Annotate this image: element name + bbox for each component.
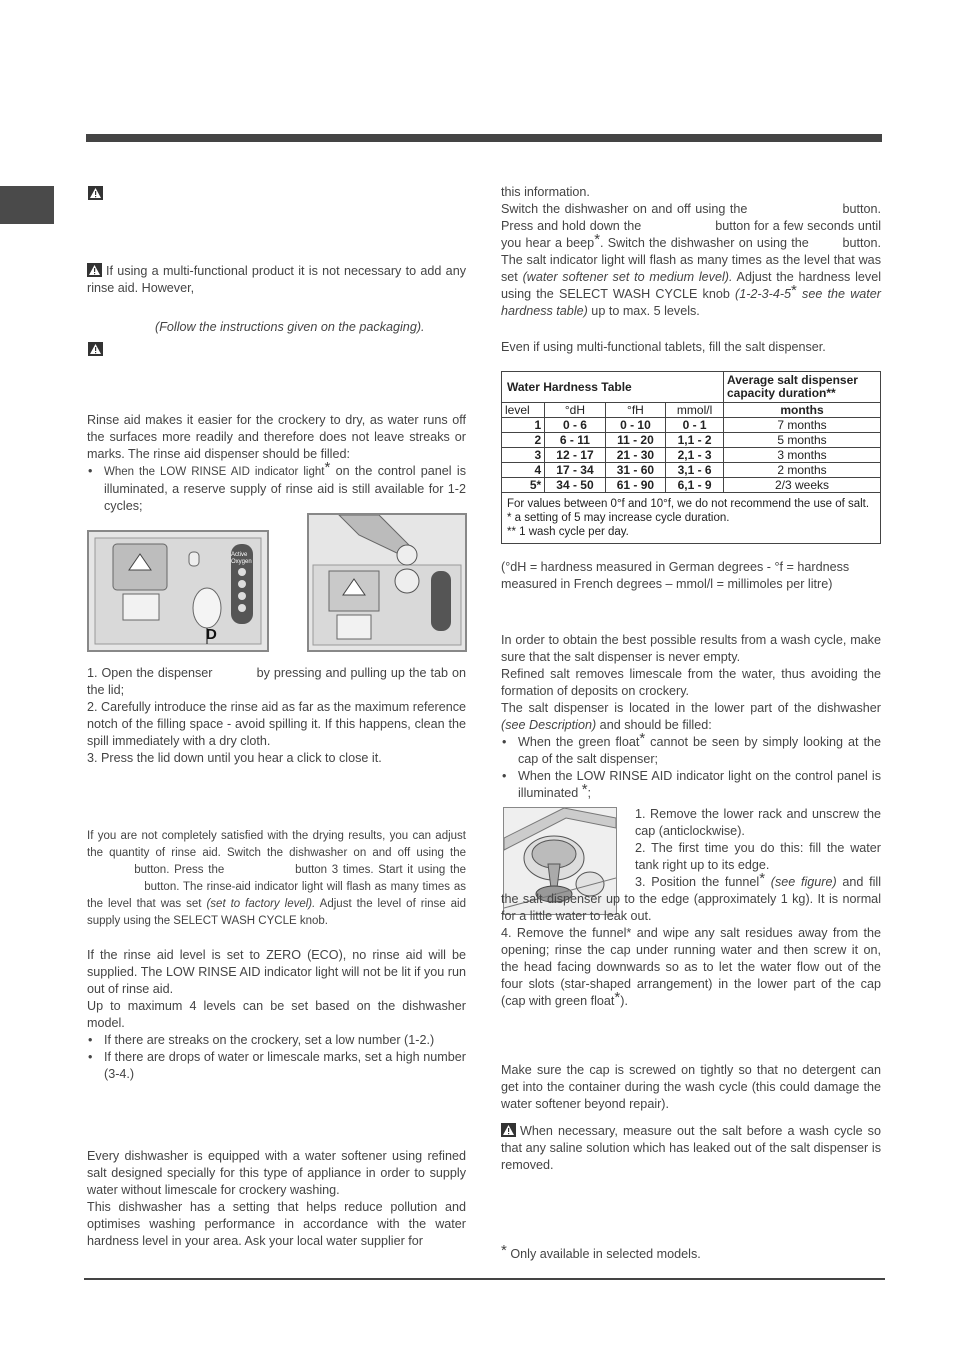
table-cell: 2 months (724, 463, 881, 478)
footnote (501, 1242, 881, 1263)
table-cell: 31 - 60 (605, 463, 665, 478)
instr-text: button. (842, 202, 881, 216)
table-column-headers (502, 403, 881, 418)
bullet-text: When the LOW RINSE AID indicator light (104, 466, 325, 478)
asterisk: * (791, 282, 797, 299)
adjust-text: Adjust the level of rinse aid supply using the SELECT WASH CYCLE knob. (87, 898, 466, 927)
table-cell: 5* (502, 478, 545, 493)
info-line: this information. (501, 185, 590, 199)
warning-icon (88, 186, 103, 200)
capacity-header-text: Average salt dispenser capacity duration (727, 373, 858, 400)
double-asterisk: ** (826, 386, 836, 400)
table-legend: (°dH = hardness measured in German degrees - °f = hardness measured in French degrees – mmol/l = millimoles per litre) (501, 560, 850, 591)
rinse-aid-dispenser-figure (87, 530, 269, 652)
table-cell: 4 (502, 463, 545, 478)
bullet-text: on the control panel is illuminated, a reserve supply of rinse aid is still available for 1-2 cycles; (104, 464, 466, 513)
step-1 (87, 665, 466, 699)
bullet-text: When the LOW RINSE AID indicator light on the control panel is illuminated (518, 769, 881, 800)
table-row (502, 478, 881, 493)
table-note: * a setting of 5 may increase cycle duration. (507, 512, 730, 524)
step-text: 1. Open the dispenser (87, 666, 213, 680)
col-header: °dH (545, 403, 605, 418)
packaging-note: (Follow the instructions given on the packaging). (155, 320, 425, 334)
col-header: level (502, 403, 545, 418)
step-2: 2. Carefully introduce the rinse aid as far as the maximum reference notch of the filling space - avoid spilling it. If this happens, clean the spill immediately with a dry cloth. (87, 700, 466, 748)
softener-paragraph: Every dishwasher is equipped with a water softener using refined salt designed specially for this type of appliance in order to supply water without limescale for crockery washing. (87, 1149, 466, 1197)
dispenser-label-d: D (206, 626, 217, 643)
water-softener-section (87, 1148, 466, 1250)
adjust-text: (set to factory level). (206, 898, 316, 910)
cap-caution (501, 1062, 881, 1174)
table-row (502, 433, 881, 448)
bullet-text: When the green float (518, 735, 640, 749)
table-cell: 61 - 90 (605, 478, 665, 493)
hardness-setting-section (501, 184, 881, 356)
table-cell: 3 months (724, 448, 881, 463)
warning-icon (87, 263, 102, 277)
table-cell: 12 - 17 (545, 448, 605, 463)
step-text: ). (620, 994, 628, 1008)
list-item (518, 768, 881, 802)
table-cell: 17 - 34 (545, 463, 605, 478)
table-cell: 21 - 30 (605, 448, 665, 463)
step-3: 3. Press the lid down until you hear a click to close it. (87, 751, 382, 765)
list-item (104, 459, 466, 515)
levels-list (87, 1032, 466, 1083)
bullet-text: cannot be seen by simply looking at the cap of the salt dispenser; (518, 735, 881, 766)
step-text: (see figure) (765, 875, 837, 889)
salt-steps-b (501, 870, 881, 1010)
salt-paragraph: Refined salt removes limescale from the water, thus avoiding the formation of deposits on crockery. (501, 667, 881, 698)
table-note: ** 1 wash cycle per day. (507, 526, 629, 538)
rinse-aid-steps (87, 665, 466, 767)
instr-text: Switch the dishwasher on and off using the (501, 202, 748, 216)
rinse-aid-intro (87, 412, 466, 515)
instr-text: (1-2-3-4-5 (735, 287, 792, 301)
table-cell: 2/3 weeks (724, 478, 881, 493)
step-text: 3. Position the funnel (635, 875, 760, 889)
step-text: and fill the salt dispenser up to the edge (approximately 1 kg). It is normal for a little water to leak out. (501, 875, 881, 923)
table-cell: 0 - 10 (605, 418, 665, 433)
table-cell: 5 months (724, 433, 881, 448)
salt-text: and should be filled: (596, 718, 712, 732)
asterisk: * (639, 730, 646, 747)
water-hardness-table (501, 371, 881, 544)
table-note: For values between 0°f and 10°f, we do not recommend the use of salt. (507, 498, 870, 510)
table-cell: 34 - 50 (545, 478, 605, 493)
footnote-text: Only available in selected models. (510, 1247, 701, 1261)
softener-paragraph: This dishwasher has a setting that helps reduce pollution and optimises washing performance in accordance with the water hardness level in your area. Ask your local water supplier for (87, 1200, 466, 1248)
rinse-aid-paragraph: Rinse aid makes it easier for the crockery to dry, as water runs off the surfaces more readily and therefore does not leave streaks or marks. The rinse aid dispenser should be filled: (87, 413, 466, 461)
rinse-aid-adjust (87, 828, 466, 1083)
filling-illustration (309, 515, 465, 650)
table-cell: 2 (502, 433, 545, 448)
table-cell: 1 (502, 418, 545, 433)
step-3 (501, 870, 881, 925)
table-cell: 3,1 - 6 (666, 463, 724, 478)
asterisk: * (594, 231, 601, 248)
warning-icon (501, 1123, 516, 1137)
adjust-text: button. The rinse-aid indicator light will flash as many times as the level that was set (87, 881, 466, 910)
table-cell: 6 - 11 (545, 433, 605, 448)
step-1: 1. Remove the lower rack and unscrew the cap (anticlockwise). (635, 807, 881, 838)
salt-section (501, 632, 881, 802)
measure-note (501, 1123, 881, 1174)
salt-paragraph (501, 700, 881, 734)
table-cell: 6,1 - 9 (666, 478, 724, 493)
step-4 (501, 925, 881, 1010)
multi-functional-note (87, 263, 466, 297)
table-header-row (502, 372, 881, 403)
instructions (501, 201, 881, 320)
table-cell: 0 - 1 (666, 418, 724, 433)
list-item: • If there are streaks on the crockery, set a low number (1-2.) (104, 1032, 466, 1049)
capacity-header (724, 372, 881, 403)
salt-text: The salt dispenser is located in the lower part of the dishwasher (501, 701, 881, 715)
list-item: • If there are drops of water or limescale marks, set a high number (3-4.) (104, 1049, 466, 1083)
cap-paragraph: Make sure the cap is screwed on tightly so that no detergent can get into the container during the wash cycle (this could damage the water softener beyond repair). (501, 1063, 881, 1111)
adjust-text: button. Press the (134, 864, 225, 876)
asterisk: * (759, 870, 766, 887)
instr-text: see the water hardness table) (501, 287, 881, 318)
table-cell: 11 - 20 (605, 433, 665, 448)
salt-fill-conditions (501, 730, 881, 802)
measure-text: When necessary, measure out the salt before a wash cycle so that any saline solution which has leaked out of the salt dispenser is removed. (501, 1124, 881, 1172)
page-side-tab (0, 186, 54, 224)
bullet-text: ; (587, 786, 592, 800)
table-cell: 1,1 - 2 (666, 433, 724, 448)
step-text: 4. Remove the funnel* and wipe any salt residues away from the opening; rinse the cap under running water and then screw it on, the head facing downwards so as to let the water flow out of the four slots (star-shaped arrangement) in the lower part of the cap (cap with green float (501, 926, 881, 1008)
instr-text: Adjust the hardness level using the SELECT WASH CYCLE knob (501, 270, 882, 301)
instr-text: up to max. 5 levels. (587, 304, 700, 318)
table-cell: 0 - 6 (545, 418, 605, 433)
adjust-text: If you are not completely satisfied with the drying results, you can adjust the quantity of rinse aid. Switch the dishwasher on and off using the (87, 830, 466, 859)
step-text: by pressing and pulling up the tab on the lid; (87, 666, 466, 697)
instr-text: . Switch the dishwasher on using the (600, 236, 809, 250)
asterisk: * (614, 989, 621, 1006)
panel-label: Active Oxygen (231, 552, 252, 565)
salt-text: (see Description) (501, 718, 597, 732)
rinse-aid-filling-figure (307, 513, 467, 652)
dispenser-illustration (89, 532, 267, 650)
table-row (502, 448, 881, 463)
table-title: Water Hardness Table (502, 372, 724, 403)
table-cell: 2,1 - 3 (666, 448, 724, 463)
col-header: months (724, 403, 881, 418)
asterisk: * (581, 781, 588, 798)
warning-icon (88, 342, 103, 356)
table-row (502, 418, 881, 433)
table-row (502, 463, 881, 478)
table-notes (502, 493, 881, 544)
fill-conditions-list (87, 459, 466, 515)
adjust-text: button 3 times. Start it using the (295, 864, 466, 876)
adjust-paragraph (87, 828, 466, 930)
header-rule (86, 134, 882, 142)
table-cell: 3 (502, 448, 545, 463)
asterisk: * (324, 459, 331, 476)
col-header: °fH (605, 403, 665, 418)
col-header: mmol/l (666, 403, 724, 418)
table-cell: 7 months (724, 418, 881, 433)
tablets-note: Even if using multi-functional tablets, fill the salt dispenser. (501, 340, 826, 354)
levels-paragraph: Up to maximum 4 levels can be set based on the dishwasher model. (87, 999, 466, 1030)
instr-text: button. The salt indicator light will flash as many times as the level that was set (501, 236, 881, 284)
instr-text: button for a few seconds until you hear a beep (501, 219, 882, 250)
step-2: 2. The first time you do this: fill the water tank right up to its edge. (635, 841, 881, 872)
salt-paragraph: In order to obtain the best possible results from a wash cycle, make sure that the salt dispenser is never empty. (501, 633, 881, 664)
eco-paragraph: If the rinse aid level is set to ZERO (ECO), no rinse aid will be supplied. The LOW RINSE AID indicator light will not be lit if you run out of rinse aid. (87, 948, 466, 996)
footer-rule (84, 1278, 885, 1280)
list-item (518, 730, 881, 768)
instr-text: Press and hold down the (501, 219, 642, 233)
note-text: If using a multi-functional product it is not necessary to add any rinse aid. However, (87, 264, 466, 295)
asterisk: * (501, 1242, 507, 1259)
table-notes-row (502, 493, 881, 544)
instr-text: (water softener set to medium level). (522, 270, 733, 284)
salt-steps-a (635, 806, 881, 874)
